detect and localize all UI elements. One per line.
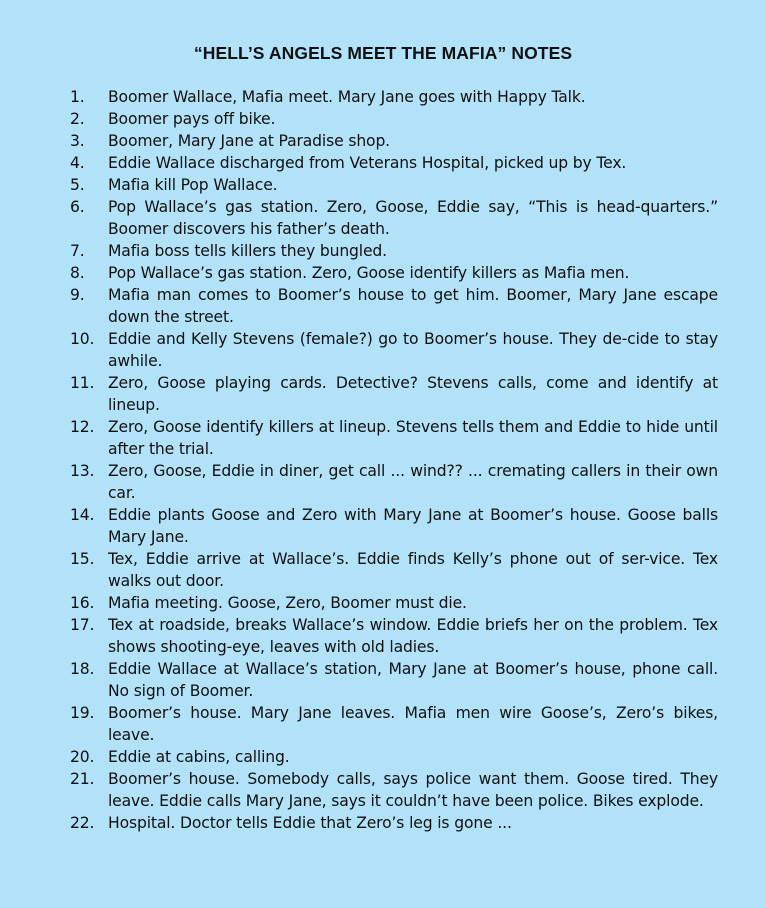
list-item <box>70 86 718 108</box>
list-item <box>70 768 718 812</box>
item-text: Boomer’s house. Mary Jane leaves. Mafia men wire Goose’s, Zero’s bikes, leave. <box>108 704 718 744</box>
item-number: 21. <box>70 770 95 788</box>
item-text: Zero, Goose playing cards. Detective? Stevens calls, come and identify at lineup. <box>108 374 718 414</box>
item-number: 7. <box>70 242 85 260</box>
item-number: 2. <box>70 110 85 128</box>
item-text: Eddie and Kelly Stevens (female?) go to Boomer’s house. They de-cide to stay awhile. <box>108 330 718 370</box>
item-text: Pop Wallace’s gas station. Zero, Goose identify killers as Mafia men. <box>108 264 630 282</box>
list-item <box>70 548 718 592</box>
item-number: 1. <box>70 88 85 106</box>
list-item <box>70 702 718 746</box>
list-item <box>70 504 718 548</box>
notes-list <box>70 86 718 834</box>
item-text: Eddie Wallace at Wallace’s station, Mary Jane at Boomer’s house, phone call. No sign of Boomer. <box>108 660 718 700</box>
list-item <box>70 328 718 372</box>
item-text: Hospital. Doctor tells Eddie that Zero’s leg is gone ... <box>108 814 512 832</box>
item-text: Boomer pays off bike. <box>108 110 276 128</box>
list-item <box>70 658 718 702</box>
item-number: 15. <box>70 550 95 568</box>
list-item <box>70 746 718 768</box>
item-text: Mafia boss tells killers they bungled. <box>108 242 387 260</box>
list-item <box>70 196 718 240</box>
item-text: Eddie at cabins, calling. <box>108 748 290 766</box>
item-number: 18. <box>70 660 95 678</box>
item-text: Boomer Wallace, Mafia meet. Mary Jane goes with Happy Talk. <box>108 88 586 106</box>
item-number: 4. <box>70 154 85 172</box>
item-number: 3. <box>70 132 85 150</box>
list-item <box>70 174 718 196</box>
item-number: 6. <box>70 198 85 216</box>
item-text: Mafia kill Pop Wallace. <box>108 176 278 194</box>
list-item <box>70 284 718 328</box>
list-item <box>70 812 718 834</box>
item-text: Pop Wallace’s gas station. Zero, Goose, Eddie say, “This is head-quarters.” Boomer discovers his father’s death. <box>108 198 718 238</box>
page-title: “HELL’S ANGELS MEET THE MAFIA” NOTES <box>193 43 573 63</box>
item-number: 11. <box>70 374 95 392</box>
item-number: 19. <box>70 704 95 722</box>
item-text: Zero, Goose, Eddie in diner, get call ... wind?? ... cremating callers in their own car. <box>108 462 718 502</box>
list-item <box>70 614 718 658</box>
item-number: 16. <box>70 594 95 612</box>
item-number: 13. <box>70 462 95 480</box>
item-number: 8. <box>70 264 85 282</box>
item-text: Mafia meeting. Goose, Zero, Boomer must die. <box>108 594 467 612</box>
list-item <box>70 240 718 262</box>
list-item <box>70 416 718 460</box>
list-item <box>70 460 718 504</box>
item-text: Eddie Wallace discharged from Veterans Hospital, picked up by Tex. <box>108 154 627 172</box>
item-number: 12. <box>70 418 95 436</box>
item-text: Zero, Goose identify killers at lineup. Stevens tells them and Eddie to hide until after the trial. <box>108 418 718 458</box>
item-number: 20. <box>70 748 95 766</box>
item-text: Boomer’s house. Somebody calls, says police want them. Goose tired. They leave. Eddie calls Mary Jane, says it couldn’t have been police. Bikes explode. <box>108 770 718 810</box>
list-item <box>70 108 718 130</box>
item-text: Mafia man comes to Boomer’s house to get him. Boomer, Mary Jane escape down the street. <box>108 286 718 326</box>
list-item <box>70 130 718 152</box>
item-text: Tex at roadside, breaks Wallace’s window. Eddie briefs her on the problem. Tex shows shooting-eye, leaves with old ladies. <box>108 616 718 656</box>
item-text: Boomer, Mary Jane at Paradise shop. <box>108 132 390 150</box>
item-number: 14. <box>70 506 95 524</box>
item-number: 22. <box>70 814 95 832</box>
list-item <box>70 592 718 614</box>
item-text: Tex, Eddie arrive at Wallace’s. Eddie finds Kelly’s phone out of ser-vice. Tex walks out door. <box>108 550 718 590</box>
item-number: 17. <box>70 616 95 634</box>
list-item <box>70 152 718 174</box>
list-item <box>70 262 718 284</box>
list-item <box>70 372 718 416</box>
item-number: 5. <box>70 176 85 194</box>
item-text: Eddie plants Goose and Zero with Mary Jane at Boomer’s house. Goose balls Mary Jane. <box>108 506 718 546</box>
item-number: 9. <box>70 286 85 304</box>
item-number: 10. <box>70 330 95 348</box>
